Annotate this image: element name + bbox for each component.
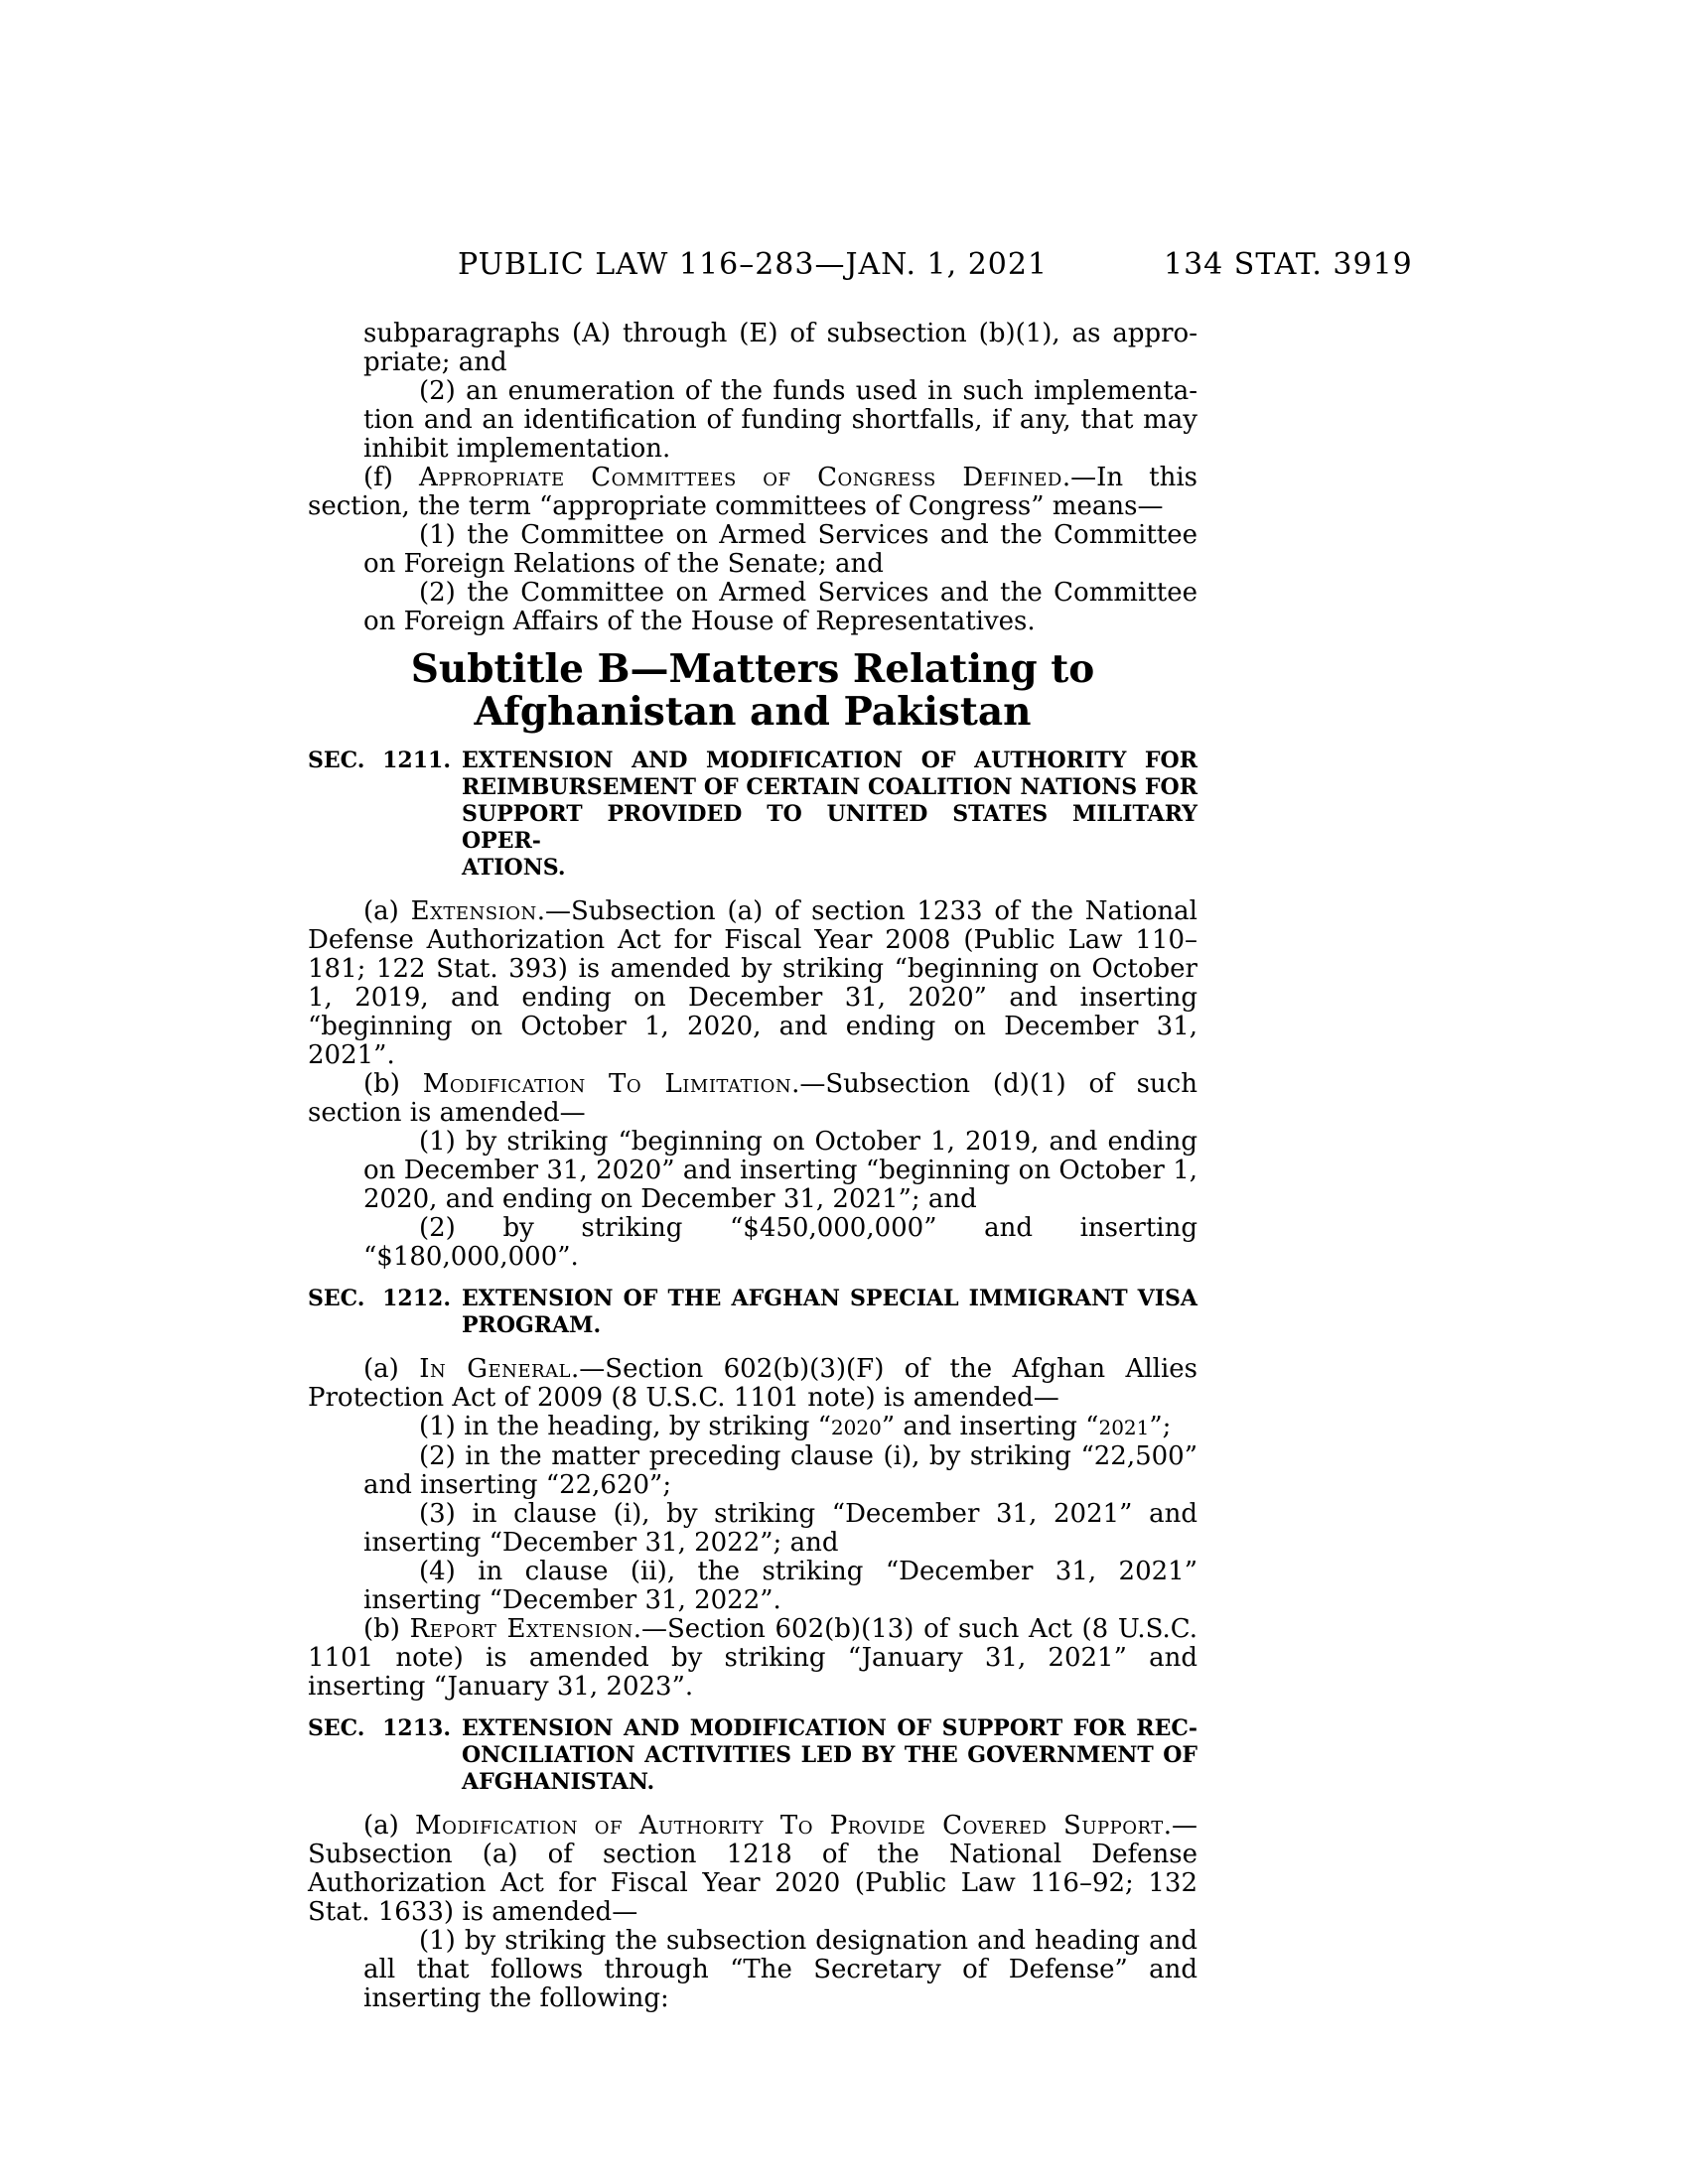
text-run: (1) in the heading, by striking “ bbox=[419, 1412, 831, 1441]
statute-paragraph bbox=[363, 320, 1197, 377]
text-run: (2) the Committee on Armed Services and the Committee on Foreign Affairs of the House of Representatives. bbox=[363, 578, 1197, 636]
statute-paragraph bbox=[363, 1558, 1197, 1615]
subtitle-heading bbox=[308, 648, 1197, 734]
text-run: (1) by striking “beginning on October 1, 2019, and ending on December 31, 2020” and inserting “beginning on October 1, 2020, and ending on December 31, 2021”; and bbox=[363, 1127, 1197, 1214]
small-caps-run: Modification To Limitation bbox=[422, 1069, 792, 1099]
text-run: (a) bbox=[363, 1811, 416, 1841]
statute-paragraph bbox=[308, 897, 1197, 1070]
text-run: (a) bbox=[363, 1354, 420, 1384]
small-caps-run: Modification of Authority To Provide Covered Support bbox=[415, 1811, 1164, 1841]
section-heading bbox=[308, 748, 1197, 882]
statute-paragraph bbox=[363, 1442, 1197, 1500]
running-head-law-title: PUBLIC LAW 116–283—JAN. 1, 2021 bbox=[457, 247, 1049, 282]
statute-paragraph bbox=[363, 521, 1197, 579]
small-caps-run: In General bbox=[419, 1354, 571, 1384]
section-heading-line: SUPPORT PROVIDED TO UNITED STATES MILITARY OPER- bbox=[462, 801, 1197, 854]
text-run: .—Section 602(b)(3)(F) of the Afghan Allies Protection Act of 2009 (8 U.S.C. 1101 note) is amended— bbox=[308, 1354, 1197, 1413]
quoted-term-small: 2021 bbox=[1098, 1416, 1150, 1439]
statute-paragraph bbox=[308, 1615, 1197, 1702]
text-run: (b) bbox=[363, 1069, 423, 1099]
text-run: (3) in clause (i), by striking “December 31, 2021” and inserting “December 31, 2022”; and bbox=[363, 1499, 1197, 1558]
small-caps-run: Report Extension bbox=[409, 1614, 633, 1644]
section-number-label: SEC. 1211. bbox=[308, 748, 451, 773]
statute-paragraph bbox=[363, 1927, 1197, 2013]
text-run: .—Subsection (a) of section 1218 of the National Defense Authorization Act for Fiscal Year 2020 (Public Law 116–92; 132 Stat. 1633) is amended— bbox=[308, 1811, 1197, 1927]
statute-paragraph bbox=[308, 1355, 1197, 1413]
section-heading-line: EXTENSION AND MODIFICATION OF SUPPORT FOR REC- bbox=[462, 1715, 1197, 1741]
subtitle-heading-line: Afghanistan and Pakistan bbox=[474, 689, 1032, 735]
statute-paragraph bbox=[363, 579, 1197, 636]
section-heading-line: ATIONS. bbox=[462, 855, 566, 881]
statute-paragraph bbox=[363, 377, 1197, 464]
section-heading bbox=[308, 1286, 1197, 1339]
section-heading bbox=[308, 1715, 1197, 1796]
statute-paragraph bbox=[308, 464, 1197, 521]
text-run: .—Subsection (a) of section 1233 of the National Defense Authorization Act for Fiscal Year 2008 (Public Law 110–181; 122 Stat. 393) is amended by striking “beginning on October 1, 2019, and ending on December 31, 2020” and inserting “beginning on October 1, 2020, and ending on December 31, 2021”. bbox=[308, 896, 1197, 1070]
statute-paragraph bbox=[308, 1812, 1197, 1927]
text-run: .—Section 602(b)(13) of such Act (8 U.S.C. 1101 note) is amended by striking “January 31, 2021” and inserting “January 31, 2023”. bbox=[308, 1614, 1197, 1702]
text-run: .—Subsection (d)(1) of such section is amended— bbox=[308, 1069, 1197, 1128]
text-run: (2) by striking “$450,000,000” and inserting “$180,000,000”. bbox=[363, 1213, 1197, 1272]
text-run: (4) in clause (ii), the striking “December 31, 2021” inserting “December 31, 2022”. bbox=[363, 1557, 1197, 1615]
small-caps-run: Extension bbox=[410, 896, 537, 926]
text-run: (1) the Committee on Armed Services and the Committee on Foreign Relations of the Senate; and bbox=[363, 520, 1197, 579]
text-run: ” and inserting “ bbox=[881, 1412, 1099, 1441]
statute-paragraph bbox=[363, 1413, 1197, 1442]
statute-paragraph bbox=[363, 1214, 1197, 1272]
section-heading-line: EXTENSION AND MODIFICATION OF AUTHORITY FOR bbox=[462, 748, 1197, 773]
section-number-label: SEC. 1213. bbox=[308, 1715, 451, 1741]
text-run: (a) bbox=[363, 896, 411, 926]
section-heading-line: AFGHANISTAN. bbox=[462, 1769, 655, 1795]
text-run: .—In this section, the term “appropriate committees of Congress” means— bbox=[308, 463, 1197, 521]
statute-paragraph bbox=[308, 1070, 1197, 1128]
text-run: ”; bbox=[1149, 1412, 1172, 1441]
quoted-term-small: 2020 bbox=[830, 1416, 882, 1439]
text-run: (2) an enumeration of the funds used in such implementation and an identification of funding shortfalls, if any, that may inhibit implementation. bbox=[363, 376, 1197, 464]
running-head-stat-page-number: 134 STAT. 3919 bbox=[1164, 247, 1413, 282]
statute-text-column bbox=[308, 320, 1197, 2013]
text-run: subparagraphs (A) through (E) of subsection (b)(1), as appropriate; and bbox=[363, 319, 1197, 377]
section-number-label: SEC. 1212. bbox=[308, 1286, 451, 1311]
section-heading-line: EXTENSION OF THE AFGHAN SPECIAL IMMIGRANT VISA bbox=[462, 1286, 1197, 1311]
text-run: (1) by striking the subsection designation and heading and all that follows through “The Secretary of Defense” and inserting the following: bbox=[363, 1926, 1197, 2013]
small-caps-run: Appropriate Committees of Congress Defined bbox=[418, 463, 1062, 492]
text-run: (f) bbox=[363, 463, 419, 492]
text-run: (2) in the matter preceding clause (i), by striking “22,500” and inserting “22,620”; bbox=[363, 1441, 1197, 1500]
text-run: (b) bbox=[363, 1614, 410, 1644]
subtitle-heading-line: Subtitle B—Matters Relating to bbox=[410, 646, 1095, 692]
section-heading-line: PROGRAM. bbox=[462, 1312, 602, 1338]
statute-paragraph bbox=[363, 1500, 1197, 1558]
section-heading-line: REIMBURSEMENT OF CERTAIN COALITION NATIONS FOR bbox=[462, 774, 1197, 800]
statute-paragraph bbox=[363, 1128, 1197, 1214]
section-heading-line: ONCILIATION ACTIVITIES LED BY THE GOVERNMENT OF bbox=[462, 1742, 1197, 1768]
